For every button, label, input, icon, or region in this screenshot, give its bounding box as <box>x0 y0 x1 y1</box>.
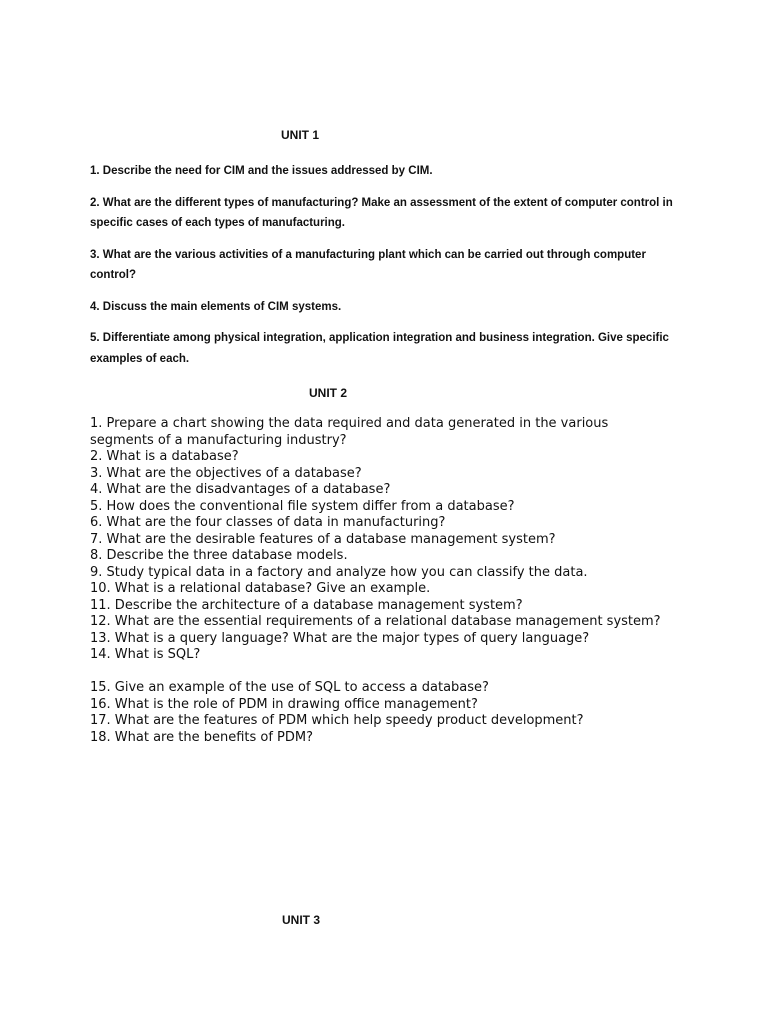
unit-2-question: 6. What are the four classes of data in manufacturing? <box>90 515 446 530</box>
unit-2-heading: UNIT 2 <box>309 386 348 400</box>
unit-2-question: 10. What is a relational database? Give an example. <box>90 581 431 596</box>
unit-3-heading: UNIT 3 <box>282 913 321 927</box>
unit-2-question: 5. How does the conventional file system differ from a database? <box>90 498 515 514</box>
unit-2-question: 3. What are the objectives of a database? <box>90 465 362 481</box>
unit-2-question: 1. Prepare a chart showing the data required and data generated in the various segments of a manufacturing industry? <box>90 416 609 448</box>
unit-2-question-list <box>90 416 670 746</box>
unit-1-question: 3. What are the various activities of a manufacturing plant which can be carried out through computer control? <box>90 248 646 281</box>
unit-2-question: 11. Describe the architecture of a database management system? <box>90 597 523 613</box>
unit-2-question: 14. What is SQL? <box>90 647 201 662</box>
unit-2-question: 17. What are the features of PDM which help speedy product development? <box>90 713 584 728</box>
unit-2-question: 16. What is the role of PDM in drawing office management? <box>90 696 478 712</box>
unit-2-question: 8. Describe the three database models. <box>90 548 348 563</box>
unit-2-question: 9. Study typical data in a factory and analyze how you can classify the data. <box>90 564 588 580</box>
unit-1-question: 2. What are the different types of manufacturing? Make an assessment of the extent of computer control in specific cases of each types of manufacturing. <box>90 196 673 229</box>
unit-1-question: 5. Differentiate among physical integration, application integration and business integration. Give specific examples of each. <box>90 332 669 365</box>
unit-2-question: 18. What are the benefits of PDM? <box>90 729 314 745</box>
unit-1-question-list <box>90 161 680 369</box>
unit-2-question: 2. What is a database? <box>90 449 239 464</box>
unit-2-question: 12. What are the essential requirements of a relational database management system? <box>90 614 661 629</box>
unit-2-question: 7. What are the desirable features of a database management system? <box>90 531 556 547</box>
unit-1-heading: UNIT 1 <box>281 128 320 142</box>
unit-2-question: 13. What is a query language? What are the major types of query language? <box>90 630 590 646</box>
unit-1-question: 4. Discuss the main elements of CIM systems. <box>90 300 342 313</box>
unit-2-question: 4. What are the disadvantages of a database? <box>90 482 391 497</box>
unit-2-question: 15. Give an example of the use of SQL to access a database? <box>90 680 489 695</box>
unit-1-question: 1. Describe the need for CIM and the issues addressed by CIM. <box>90 165 433 177</box>
